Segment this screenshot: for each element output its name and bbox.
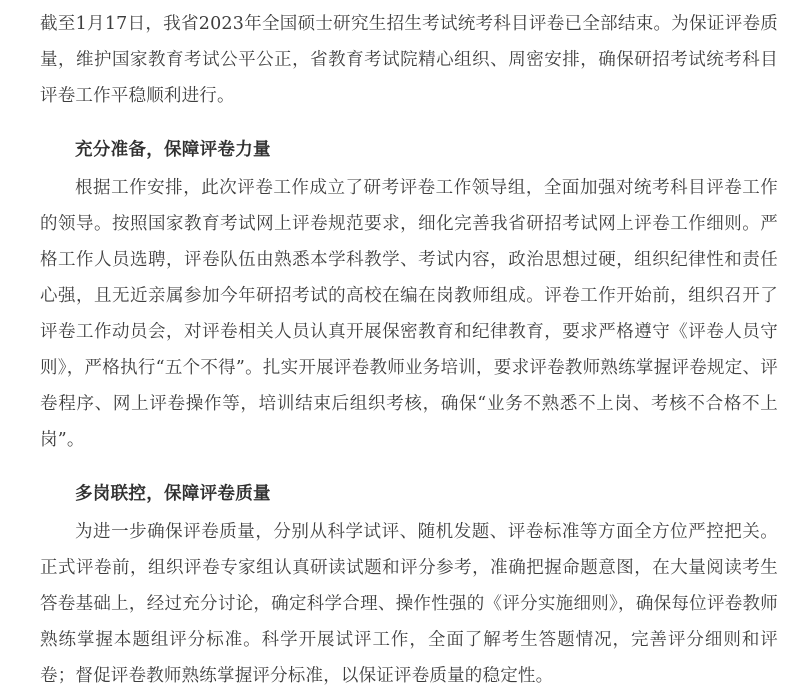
paragraph-quality-control: 为进一步确保评卷质量，分别从科学试评、随机发题、评卷标准等方面全方位严控把关。正式评卷前，组织评卷专家组认真研读试题和评分参考，准确把握命题意图，在大量阅读考生答卷基础上，经过充分讨论，确定科学合理、操作性强的《评分实施细则》，确保每位评卷教师熟练掌握本题组评分标准。科学开展试评工作，全面了解考生答题情况，完善评分细则和评卷；督促评卷教师熟练掌握评分标准，以保证评卷质量的稳定性。 — [40, 522, 778, 686]
section-heading-quality-control: 多岗联控，保障评卷质量 — [75, 484, 271, 504]
paragraph-intro: 截至1月17日，我省2023年全国硕士研究生招生考试统考科目评卷已全部结束。为保证评卷质量，维护国家教育考试公平公正，省教育考试院精心组织、周密安排，确保研招考试统考科目评卷工作平稳顺利进行。 — [40, 14, 778, 106]
section-heading-preparation: 充分准备，保障评卷力量 — [75, 140, 271, 160]
paragraph-preparation: 根据工作安排，此次评卷工作成立了研考评卷工作领导组，全面加强对统考科目评卷工作的领导。按照国家教育考试网上评卷规范要求，细化完善我省研招考试网上评卷工作细则。严格工作人员选聘，评卷队伍由熟悉本学科教学、考试内容，政治思想过硬，组织纪律性和责任心强，且无近亲属参加今年研招考试的高校在编在岗教师组成。评卷工作开始前，组织召开了评卷工作动员会，对评卷相关人员认真开展保密教育和纪律教育，要求严格遵守《评卷人员守则》，严格执行“五个不得”。扎实开展评卷教师业务培训，要求评卷教师熟练掌握评卷规定、评卷程序、网上评卷操作等，培训结束后组织考核，确保“业务不熟悉不上岗、考核不合格不上岗”。 — [40, 178, 778, 450]
